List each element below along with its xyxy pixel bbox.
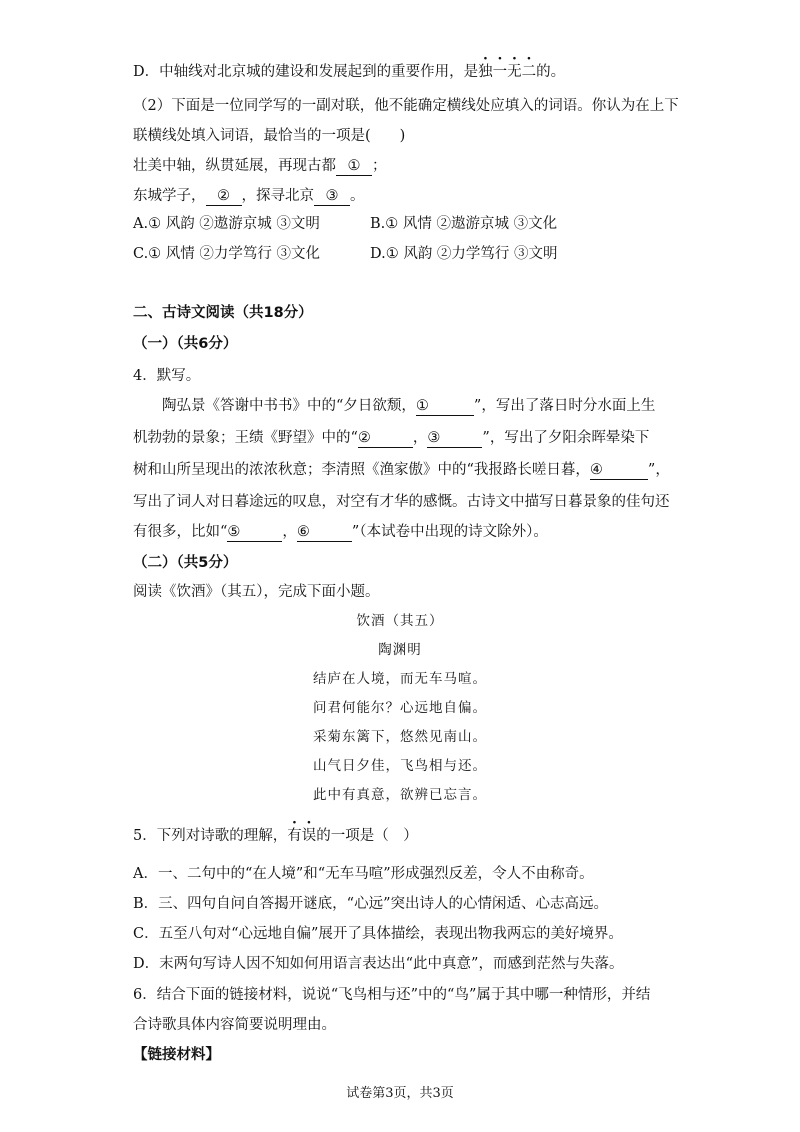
emphasis-char: 无 xyxy=(507,64,522,80)
blank-4-6: ⑥ xyxy=(297,523,352,542)
q4-line1: 陶弘景《答谢中书书》中的“夕日欲颓，① ”，写出了落日时分水面上生 xyxy=(162,398,656,414)
link-material-heading: 【链接材料】 xyxy=(133,1047,220,1063)
q4-line2: 机勃勃的景象；王绩《野望》中的“② ，③ ”，写出了夕阳余晖晕染下 xyxy=(133,430,650,446)
blank-4-2: ② xyxy=(358,429,413,448)
couplet-line-2: 东城学子， ② ，探寻北京 ③ 。 xyxy=(133,188,365,204)
blank-4-1: ① xyxy=(416,397,474,416)
blank-4-5: ⑤ xyxy=(227,523,282,542)
page-footer: 试卷第3页，共3页 xyxy=(346,1086,454,1101)
q4-line3: 树和山所呈现出的浓浓秋意；李清照《渔家傲》中的“我报路长嗟日暮，④ ”， xyxy=(133,462,670,478)
blank-1: ① xyxy=(336,157,372,176)
poem-line: 结庐在人境，而无车马喧。 xyxy=(313,671,487,687)
q2-options-row1 xyxy=(133,214,320,234)
emphasis-char: 误 xyxy=(301,828,317,844)
poem-author: 陶渊明 xyxy=(378,642,422,658)
q6-line2: 合诗歌具体内容简要说明理由。 xyxy=(133,1017,336,1033)
q2-stem-line2: 联横线处填入词语，最恰当的一项是( ) xyxy=(133,128,406,144)
q5-option-d: D．末两句写诗人因不知如何用语言表达出“此中真意”，而感到茫然与失落。 xyxy=(133,956,624,972)
q5-option-b: B．三、四句自问自答揭开谜底，“心远”突出诗人的心情闲适、心志高远。 xyxy=(133,896,608,912)
poem-line: 此中有真意，欲辨已忘言。 xyxy=(313,787,487,803)
section-title: 二、古诗文阅读（共18分） xyxy=(133,305,313,321)
blank-3: ③ xyxy=(314,187,350,206)
emphasis-char: 一 xyxy=(492,64,508,80)
poem-line: 山气日夕佳，飞鸟相与还。 xyxy=(313,758,487,774)
q6-line1: 6．结合下面的链接材料，说说“飞鸟相与还”中的“鸟”属于其中哪一种情形，并结 xyxy=(133,987,651,1003)
option-a: A.① 风韵 ②遨游京城 ③文明 xyxy=(133,216,320,232)
q5-stem: 5．下列对诗歌的理解，有误的一项是（ ） xyxy=(133,828,418,844)
part-2-title: （二）（共5分） xyxy=(133,555,238,571)
poem-line: 问君何能尔？心远地自偏。 xyxy=(313,700,487,716)
poem-line: 采菊东篱下，悠然见南山。 xyxy=(313,729,487,745)
emphasis-char: 有 xyxy=(287,828,302,844)
couplet-line-1: 壮美中轴，纵贯延展，再现古都 ① ； xyxy=(133,158,387,174)
blank-4-4: ④ xyxy=(590,461,648,480)
poem-title: 饮酒（其五） xyxy=(356,613,444,629)
q5-option-a: A．一、二句中的“在人境”和“无车马喧”形成强烈反差，令人不由称奇。 xyxy=(133,866,594,882)
q4-title: 4．默写。 xyxy=(133,368,201,384)
emphasis-char: 二 xyxy=(521,64,537,80)
option-c: C.① 风情 ②力学笃行 ③文化 xyxy=(133,246,321,262)
blank-4-3: ③ xyxy=(427,429,482,448)
prev-question-option-d: D．中轴线对北京城的建设和发展起到的重要作用，是独一无二的。 xyxy=(133,64,566,80)
q4-line4: 写出了词人对日暮途远的叹息，对空有才华的感慨。古诗文中描写日暮景象的佳句还 xyxy=(133,494,670,510)
q2-stem-line1: （2）下面是一位同学写的一副对联，他不能确定横线处应填入的词语。你认为在上下 xyxy=(133,98,679,114)
q5-option-c: C．五至八句对“心远地自偏”展开了具体描绘，表现出物我两忘的美好境界。 xyxy=(133,926,623,942)
blank-2: ② xyxy=(206,187,242,206)
option-d: D.① 风韵 ②力学笃行 ③文明 xyxy=(370,246,558,262)
reading-intro: 阅读《饮酒》（其五），完成下面小题。 xyxy=(133,584,380,600)
emphasis-char: 独 xyxy=(478,64,493,80)
part-1-title: （一）（共6分） xyxy=(133,336,238,352)
option-b: B.① 风情 ②遨游京城 ③文化 xyxy=(370,216,558,232)
q4-line5: 有很多，比如“⑤ ，⑥ ”（本试卷中出现的诗文除外）。 xyxy=(133,524,548,540)
